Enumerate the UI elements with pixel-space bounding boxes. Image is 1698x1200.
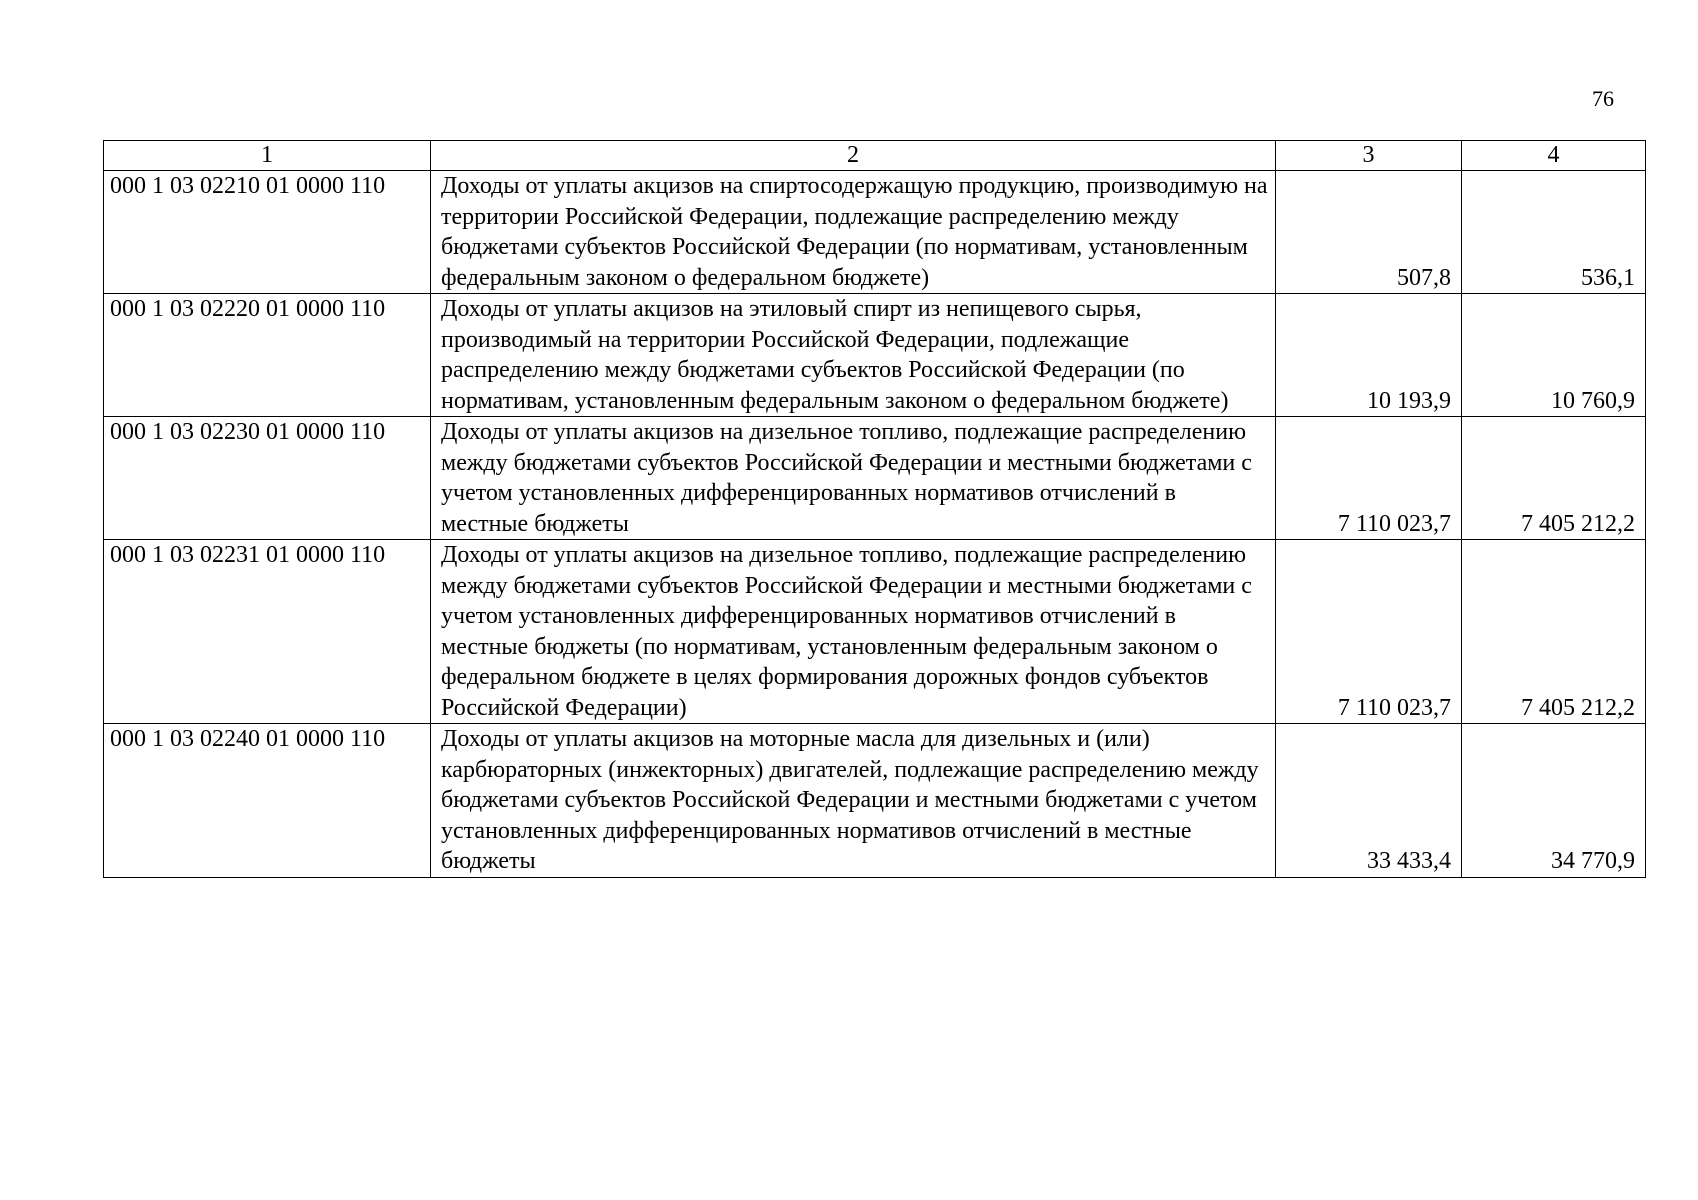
amount-col3-cell: 33 433,4 bbox=[1276, 724, 1462, 878]
revenue-description-cell: Доходы от уплаты акцизов на этиловый спирт из непищевого сырья, производимый на территории Российской Федерации, подлежащие распределению между бюджетами субъектов Российской Федерации (по нормативам, установленным федеральным законом о федеральном бюджете) bbox=[431, 294, 1276, 417]
table-row bbox=[104, 171, 1646, 294]
column-header-2: 2 bbox=[431, 141, 1276, 171]
amount-col4-cell: 7 405 212,2 bbox=[1462, 540, 1646, 724]
revenue-description-cell: Доходы от уплаты акцизов на спиртосодержащую продукцию, производимую на территории Российской Федерации, подлежащие распределению между бюджетами субъектов Российской Федерации (по нормативам, установленным федеральным законом о федеральном бюджете) bbox=[431, 171, 1276, 294]
revenue-code-cell: 000 1 03 02230 01 0000 110 bbox=[104, 417, 431, 540]
column-header-4: 4 bbox=[1462, 141, 1646, 171]
amount-col4-cell: 10 760,9 bbox=[1462, 294, 1646, 417]
amount-col3-cell: 10 193,9 bbox=[1276, 294, 1462, 417]
revenue-code-cell: 000 1 03 02240 01 0000 110 bbox=[104, 724, 431, 878]
amount-col4-cell: 536,1 bbox=[1462, 171, 1646, 294]
table-row bbox=[104, 294, 1646, 417]
revenue-code-cell: 000 1 03 02231 01 0000 110 bbox=[104, 540, 431, 724]
column-header-1: 1 bbox=[104, 141, 431, 171]
revenue-description-cell: Доходы от уплаты акцизов на моторные масла для дизельных и (или) карбюраторных (инжекторных) двигателей, подлежащие распределению между бюджетами субъектов Российской Федерации и местными бюджетами с учетом установленных дифференцированных нормативов отчислений в местные бюджеты bbox=[431, 724, 1276, 878]
revenue-description-cell: Доходы от уплаты акцизов на дизельное топливо, подлежащие распределению между бюджетами субъектов Российской Федерации и местными бюджетами с учетом установленных дифференцированных нормативов отчислений в местные бюджеты (по нормативам, установленным федеральным законом о федеральном бюджете в целях формирования дорожных фондов субъектов Российской Федерации) bbox=[431, 540, 1276, 724]
table-row bbox=[104, 724, 1646, 878]
revenue-code-cell: 000 1 03 02220 01 0000 110 bbox=[104, 294, 431, 417]
budget-revenue-table bbox=[103, 140, 1646, 878]
column-header-3: 3 bbox=[1276, 141, 1462, 171]
amount-col4-cell: 34 770,9 bbox=[1462, 724, 1646, 878]
amount-col3-cell: 7 110 023,7 bbox=[1276, 540, 1462, 724]
table-row bbox=[104, 417, 1646, 540]
amount-col3-cell: 7 110 023,7 bbox=[1276, 417, 1462, 540]
table-header-row bbox=[104, 141, 1646, 171]
revenue-description-cell: Доходы от уплаты акцизов на дизельное топливо, подлежащие распределению между бюджетами субъектов Российской Федерации и местными бюджетами с учетом установленных дифференцированных нормативов отчислений в местные бюджеты bbox=[431, 417, 1276, 540]
amount-col4-cell: 7 405 212,2 bbox=[1462, 417, 1646, 540]
page-number: 76 bbox=[1592, 86, 1614, 111]
revenue-code-cell: 000 1 03 02210 01 0000 110 bbox=[104, 171, 431, 294]
table-row bbox=[104, 540, 1646, 724]
amount-col3-cell: 507,8 bbox=[1276, 171, 1462, 294]
